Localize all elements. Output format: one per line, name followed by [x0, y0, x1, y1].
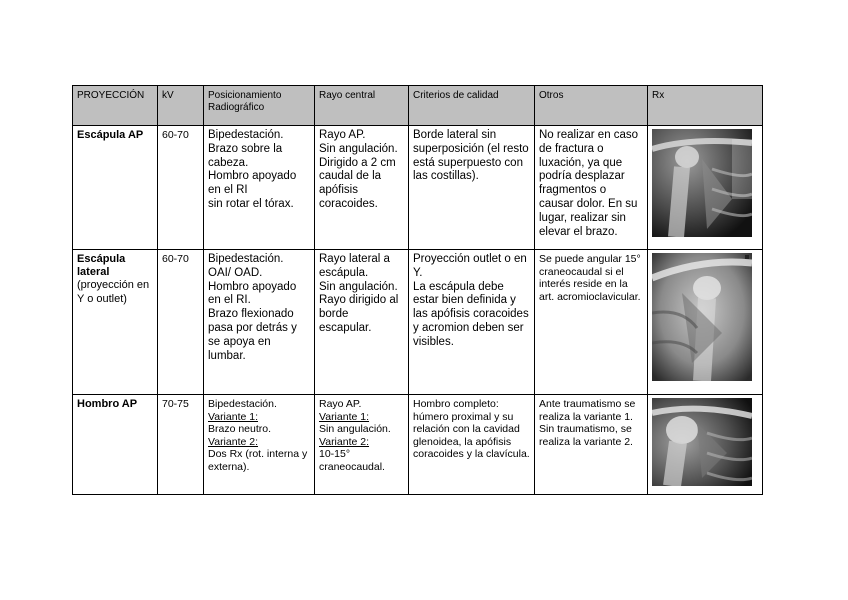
ray-line: Rayo AP.	[319, 129, 366, 141]
ray-line: Sin angulación.	[319, 280, 398, 293]
projection-table	[72, 85, 763, 495]
variant-label: Variante 1:	[208, 410, 259, 423]
xray-cell	[648, 395, 763, 495]
table-row	[73, 126, 763, 250]
header-posicionamiento: Posicionamiento Radiográfico	[204, 86, 315, 126]
ray-line: Rayo lateral a escápula.	[319, 253, 390, 279]
others-cell: No realizar en caso de fractura o luxación, ya que podría desplazar fragmentos o causar dolor. En su lugar, realizar sin elevar el brazo.	[535, 126, 648, 250]
projection-name: Escápula AP	[73, 126, 158, 250]
header-rx: Rx	[648, 86, 763, 126]
xray-scapula-ap-image	[652, 129, 752, 237]
kv-value: 60-70	[158, 250, 204, 395]
central-ray-cell	[315, 395, 409, 495]
others-cell: Ante traumatismo se realiza la variante 1. Sin traumatismo, se realiza la variante 2.	[535, 395, 648, 495]
header-criterios: Criterios de calidad	[409, 86, 535, 126]
variant-label: Variante 2:	[208, 435, 259, 448]
quality-criteria-cell	[409, 250, 535, 395]
central-ray-cell	[315, 126, 409, 250]
positioning-line: Hombro apoyado en el RI	[208, 170, 297, 197]
positioning-line: Brazo sobre la cabeza.	[208, 142, 283, 169]
header-otros: Otros	[535, 86, 648, 126]
xray-cell	[648, 250, 763, 395]
positioning-cell	[204, 395, 315, 495]
ray-line: Sin angulación.	[319, 142, 398, 155]
ray-line: Sin angulación.	[319, 423, 391, 436]
positioning-cell	[204, 250, 315, 395]
variant-label: Variante 1:	[319, 410, 370, 423]
header-kv: kV	[158, 86, 204, 126]
positioning-line: Hombro apoyado en el RI.	[208, 280, 297, 307]
positioning-line: Bipedestación.	[208, 398, 277, 410]
header-rayo-central: Rayo central	[315, 86, 409, 126]
positioning-line: Dos Rx (rot. interna y externa).	[208, 448, 308, 473]
quality-criteria-cell: Hombro completo: húmero proximal y su relación con la cavidad glenoidea, la apófisis coracoides y la clavícula.	[409, 395, 535, 495]
positioning-line: Brazo neutro.	[208, 423, 272, 436]
header-proyeccion: PROYECCIÓN	[73, 86, 158, 126]
kv-value: 70-75	[158, 395, 204, 495]
positioning-line: Brazo flexionado pasa por detrás y se apoya en lumbar.	[208, 308, 297, 362]
kv-value: 60-70	[158, 126, 204, 250]
positioning-line: Bipedestación.	[208, 129, 284, 141]
positioning-line: sin rotar el tórax.	[208, 197, 294, 210]
xray-shoulder-ap-image	[652, 398, 752, 486]
header-row	[73, 86, 763, 126]
table-row	[73, 395, 763, 495]
ray-line: 10-15° craneocaudal.	[319, 448, 385, 473]
xray-cell	[648, 126, 763, 250]
central-ray-cell	[315, 250, 409, 395]
xray-scapula-lateral-image	[652, 253, 752, 381]
projection-name: Escápula lateral (proyección en Y o outlet)	[73, 250, 158, 395]
variant-label: Variante 2:	[319, 435, 370, 448]
criteria-line: Proyección outlet o en Y.	[413, 253, 527, 279]
positioning-line: Bipedestación.	[208, 253, 284, 265]
quality-criteria-cell: Borde lateral sin superposición (el resto está superpuesto con las costillas).	[409, 126, 535, 250]
projection-name: Hombro AP	[73, 395, 158, 495]
ray-line: Dirigido a 2 cm caudal de la apófisis coracoides.	[319, 156, 396, 210]
ray-line: Rayo AP.	[319, 398, 362, 410]
positioning-cell	[204, 126, 315, 250]
positioning-line: OAI/ OAD.	[208, 266, 263, 279]
table-row	[73, 250, 763, 395]
ray-line: Rayo dirigido al borde escapular.	[319, 294, 399, 334]
others-cell: Se puede angular 15° craneocaudal si el interés reside en la art. acromioclavicular.	[535, 250, 648, 395]
criteria-line: La escápula debe estar bien definida y las apófisis coracoides y acromion deben ser visibles.	[413, 280, 529, 348]
